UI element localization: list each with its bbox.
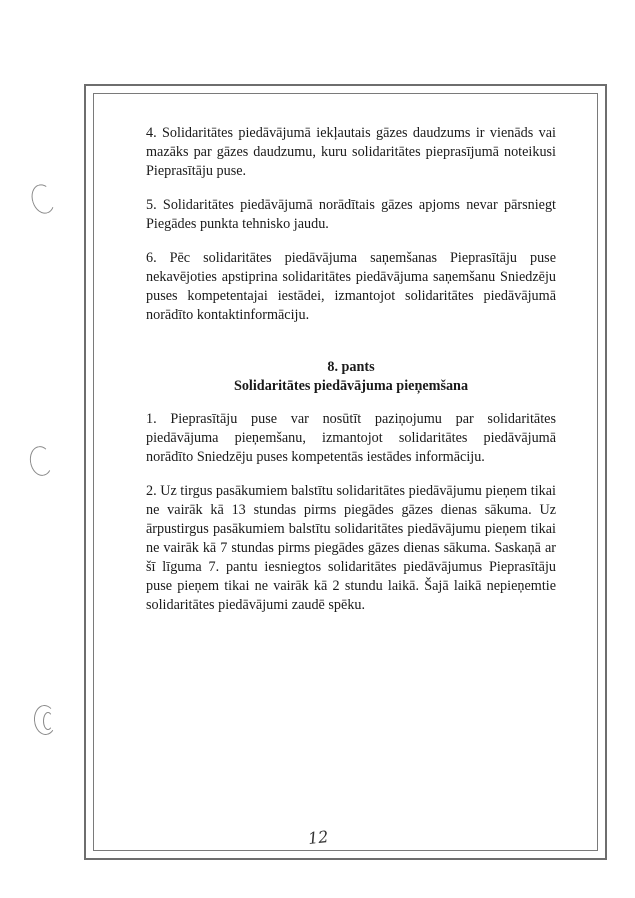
paragraph-6: 6. Pēc solidaritātes piedāvājuma saņemšanas Pieprasītāju puse nekavējoties apstiprina solidaritātes piedāvājuma saņemšanu Sniedzēju puses kompetentajai iestādei, izmantojot solidaritātes piedāvājumā norādīto kontaktinformāciju. — [146, 250, 556, 323]
section-title: Solidaritātes piedāvājuma pieņemšana — [233, 378, 469, 394]
paragraph-2: 2. Uz tirgus pasākumiem balstītu solidaritātes piedāvājumu pieņem tikai ne vairāk kā 13 stundas pirms piegādes gāzes dienas sākuma. Uz ārpustirgus pasākumiem balstītu solidaritātes piedāvājumu pieņem tikai ne vairāk kā 7 stundas pirms piegādes gāzes dienas sākuma. Saskaņā ar šī līguma 7. pantu iesniegtos solidaritātes piedāvājumus Pieprasītāju puse pieņem tikai ne vairāk kā 2 stundu laikā. Šajā laikā nepieņemtie solidaritātes piedāvājumi zaudē spēku. — [146, 483, 556, 613]
punch-hole-mark — [28, 444, 55, 477]
handwritten-page-number: 12 — [307, 826, 330, 849]
section-heading — [146, 358, 556, 396]
paragraph-1: 1. Pieprasītāju puse var nosūtīt paziņojumu par solidaritātes piedāvājuma pieņemšanu, izmantojot solidaritātes piedāvājumā norādīto Sniedzēju puses kompetentās iestādes informāciju. — [146, 411, 556, 465]
punch-hole-mark — [43, 712, 53, 730]
paragraph-4: 4. Solidaritātes piedāvājumā iekļautais gāzes daudzums ir vienāds vai mazāks par gāzes daudzumu, kuru solidaritātes pieprasījumā noteikusi Pieprasītāju puse. — [146, 125, 556, 179]
paragraph-5: 5. Solidaritātes piedāvājumā norādītais gāzes apjoms nevar pārsniegt Piegādes punkta tehnisko jaudu. — [146, 197, 556, 232]
section-number: 8. pants — [327, 359, 375, 375]
punch-hole-mark — [28, 181, 58, 216]
document-body — [146, 124, 556, 630]
